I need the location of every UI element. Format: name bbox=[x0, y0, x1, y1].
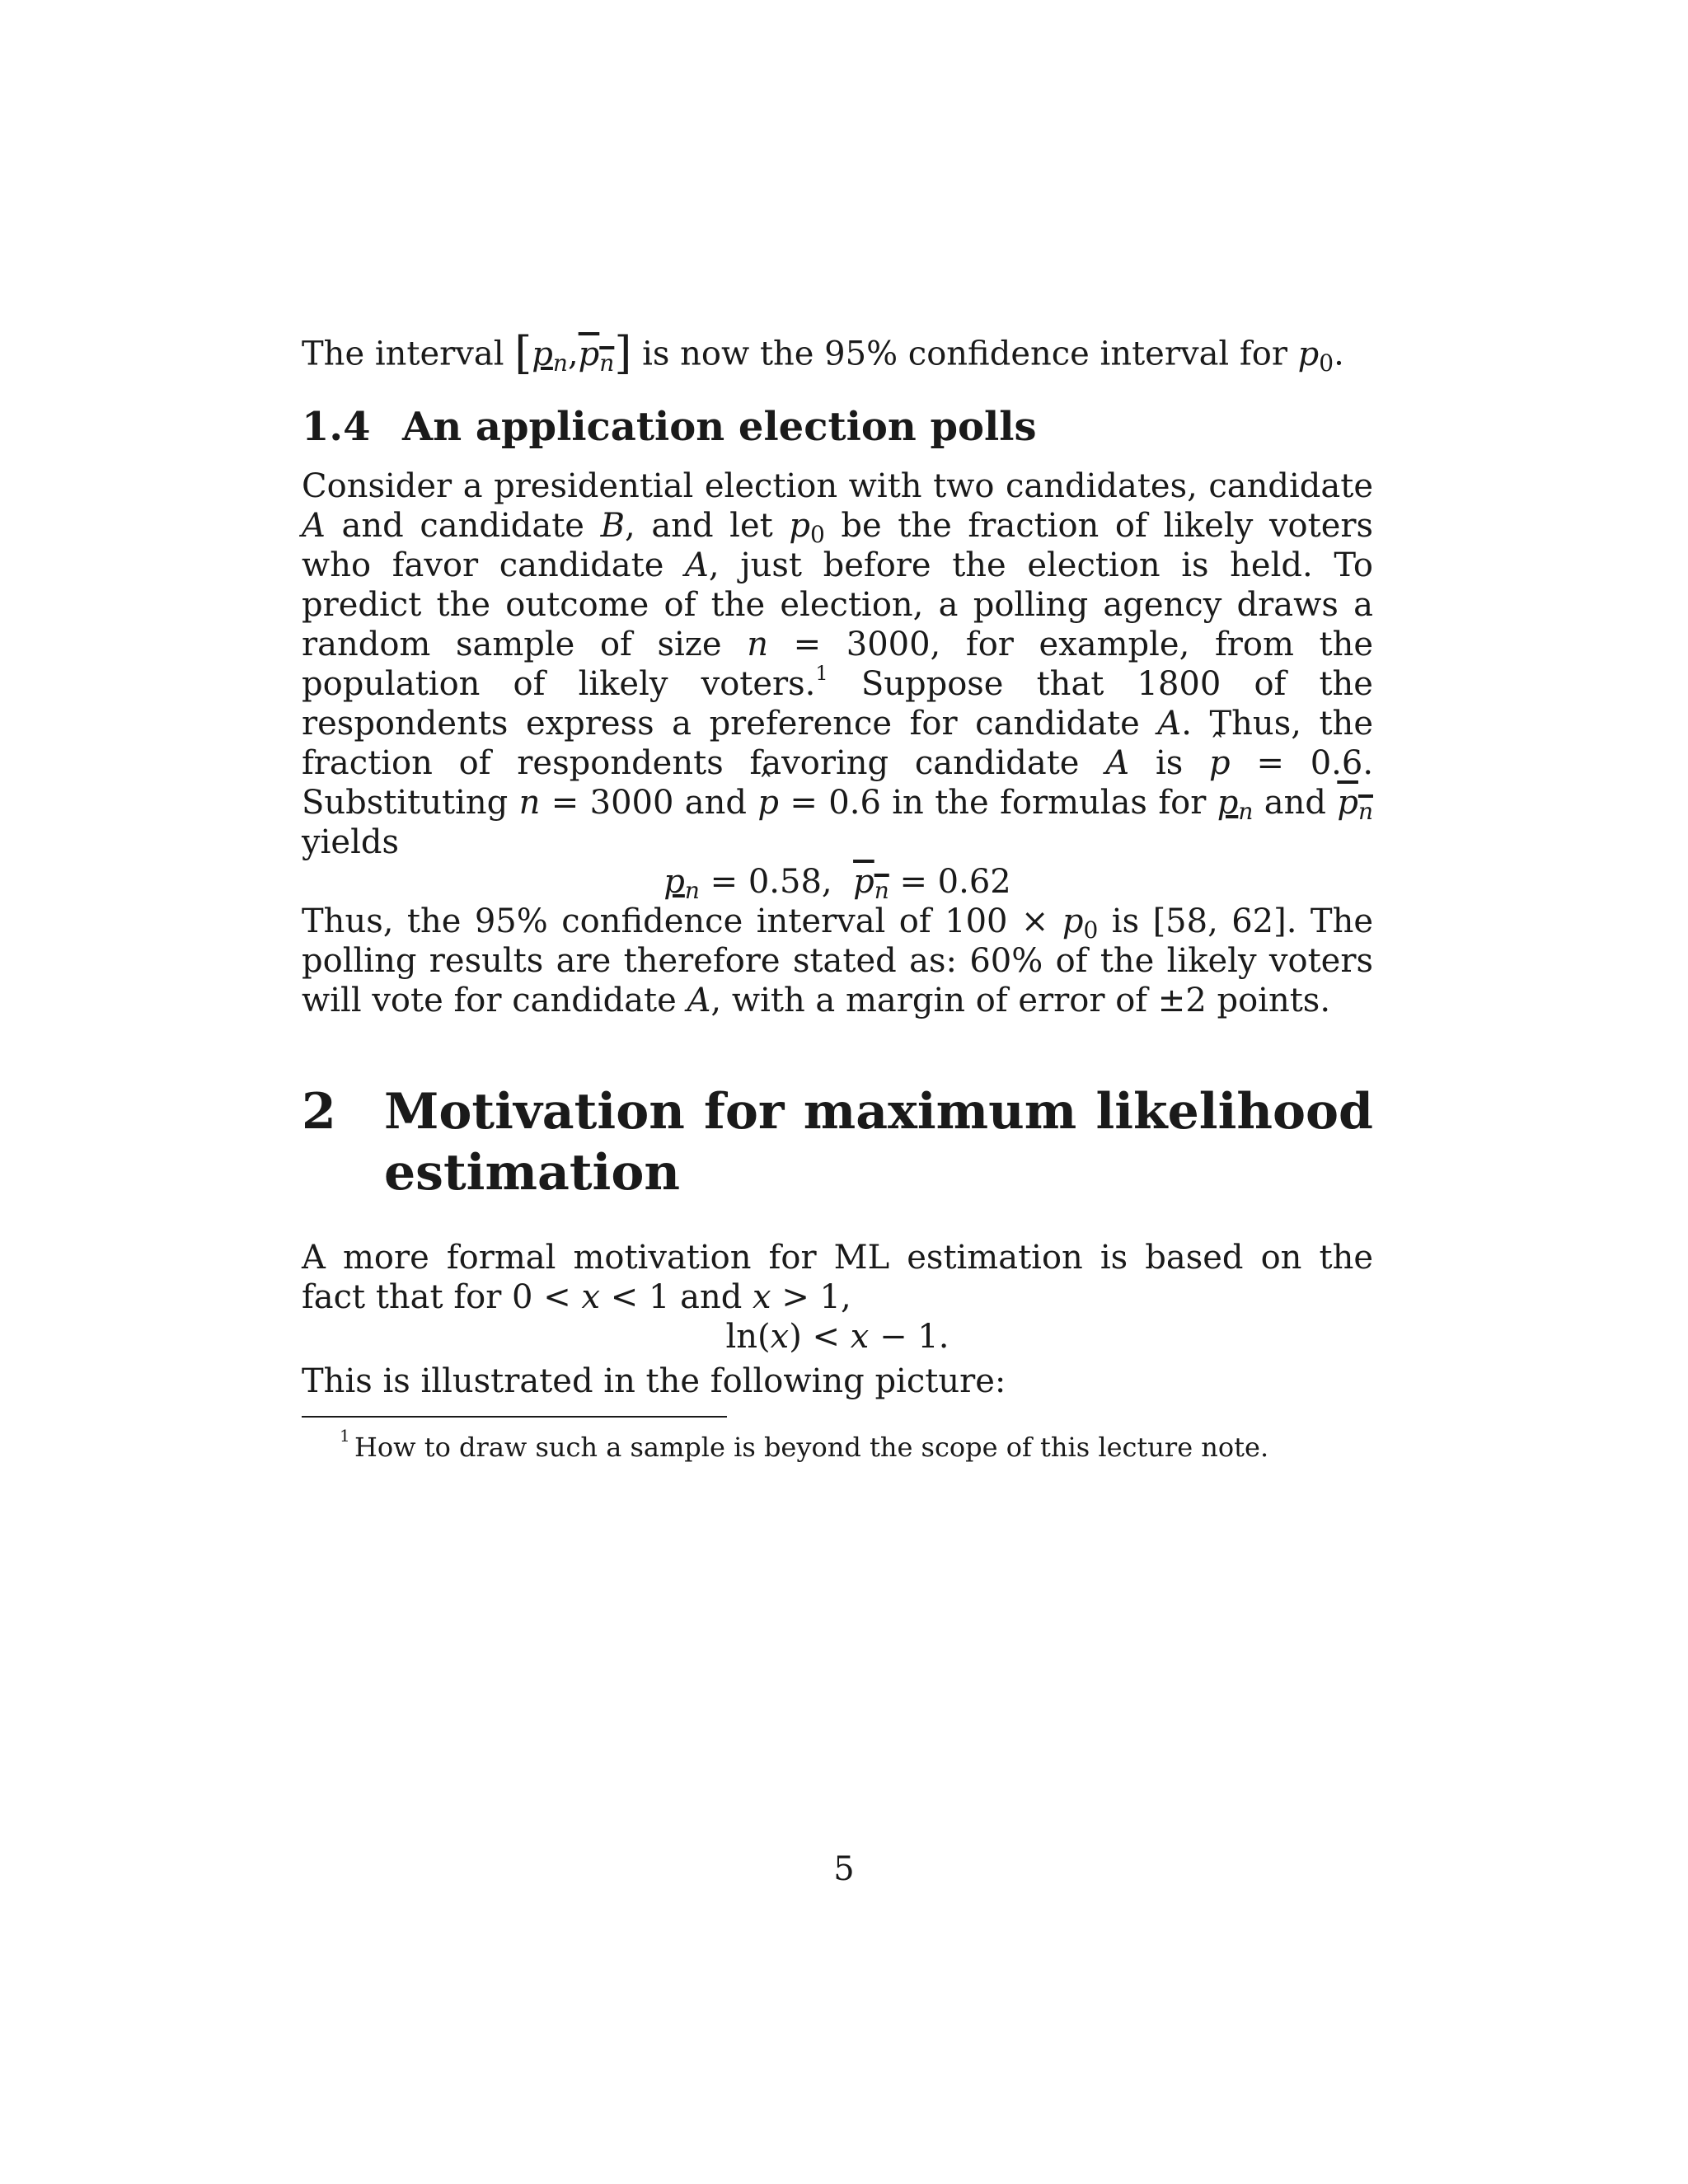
left-bracket: [ bbox=[514, 327, 532, 379]
p0-symbol: $p_0$ bbox=[1297, 335, 1334, 377]
bounds-equation: $p_n = 0.58$, $p_n = 0.62$ bbox=[663, 862, 1011, 904]
page-body bbox=[302, 327, 1374, 1464]
footnote bbox=[302, 1425, 1373, 1464]
interval-sentence: The interval $[p_n,p_n]$ is now the 95% confidence interval for $p_0$. bbox=[302, 327, 1344, 379]
footnote-divider bbox=[302, 1416, 727, 1418]
election-paragraph: Consider a presidential election with two candidates, candidate A and candidate B, and let $p_0$ be the fraction of likely voters who favor candidate A, just before the election is held. To predict the outcome of the election, a polling agency draws a random sample of size n = 3000, for example, from the population of likely voters.$^1$ Suppose that 1800 of the respondents express a preference for candidate A. Thus, the fraction of respondents favoring candidate A is ˆ p = 0.6. Substituting n = 3000 and ˆ p = 0.6 in the formulas for $p_n$ and $p_n$ yields bbox=[302, 466, 1373, 862]
lower-bound-symbol: $p_n$ bbox=[532, 335, 568, 377]
footnote-mark: 1 bbox=[340, 1425, 350, 1446]
log-inequality: ln(x) < x − 1. bbox=[725, 1317, 950, 1356]
p-hat-symbol: ˆ p bbox=[1209, 743, 1231, 783]
right-bracket: ] bbox=[614, 327, 632, 379]
upper-bound-symbol: $p_n$ bbox=[578, 335, 615, 377]
result-paragraph: Thus, the 95% confidence interval of $100 \times p_0$ is [58, 62]. The polling results are therefore stated as: 60% of the likely voters will vote for candidate A, with a margin of error of ±2 points. bbox=[302, 902, 1374, 1019]
motivation-paragraph: A more formal motivation for ML estimation is based on the fact that for 0 < x < 1 and x > 1, bbox=[302, 1238, 1373, 1316]
footnote-text: How to draw such a sample is beyond the scope of this lecture note. bbox=[354, 1431, 1269, 1463]
illustration-sentence: This is illustrated in the following picture: bbox=[302, 1361, 1006, 1400]
page-number: 5 bbox=[833, 1850, 855, 1888]
footnote-ref[interactable]: 1 bbox=[815, 661, 828, 685]
p-hat-symbol: ˆ p bbox=[757, 783, 779, 823]
section-heading-2: 2 Motivation for maximum likelihood estimation bbox=[302, 1082, 1373, 1202]
section-heading-1-4: 1.4 An application election polls bbox=[302, 403, 1037, 450]
